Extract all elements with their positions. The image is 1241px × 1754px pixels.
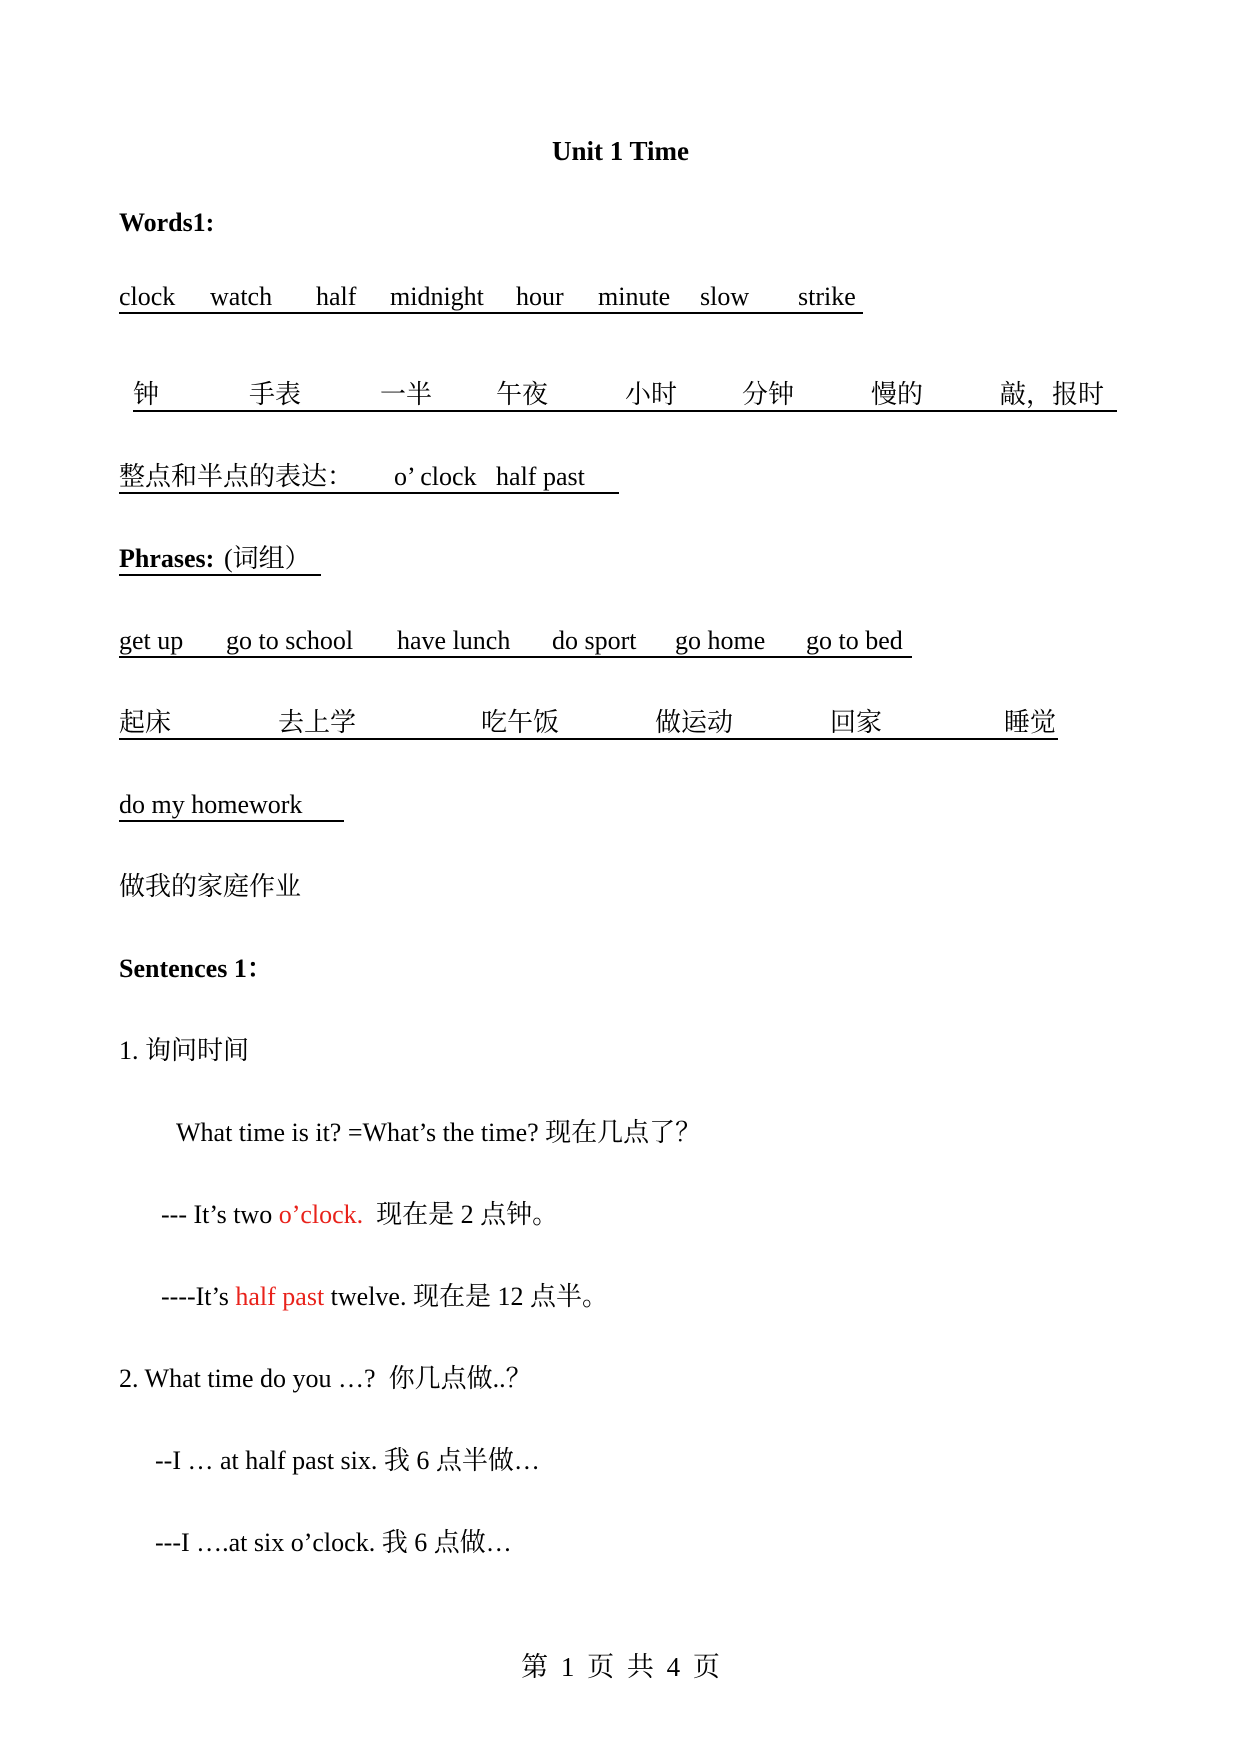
underline xyxy=(119,312,863,314)
words-heading: Words1: xyxy=(119,208,215,237)
word-english: midnight xyxy=(390,282,484,311)
phrase-english: go home xyxy=(675,626,766,655)
phrase-english: get up xyxy=(119,626,184,655)
answer-text: --- It’s two xyxy=(161,1200,279,1229)
answer-highlight: o’clock. xyxy=(278,1200,364,1229)
phrase-chinese-extra: 做我的家庭作业 xyxy=(119,872,302,901)
underline xyxy=(119,738,1058,740)
word-chinese: 钟 xyxy=(133,380,160,409)
sentence-item-2-answer-1: --I … at half past six. 我 6 点半做… xyxy=(155,1446,540,1475)
sentence-item-1-question: What time is it? =What’s the time? 现在几点了？ xyxy=(176,1118,702,1147)
word-chinese: 敲，报时 xyxy=(1000,380,1105,409)
phrases-heading-rest: (词组） xyxy=(224,544,311,573)
word-english: watch xyxy=(210,282,273,311)
phrase-chinese: 吃午饭 xyxy=(481,708,560,737)
sentences-heading: Sentences 1： xyxy=(119,954,273,983)
word-chinese: 小时 xyxy=(625,380,678,409)
phrases-chinese-row xyxy=(0,706,1241,746)
sentence-item-2-label: 2. What time do you …? 你几点做..？ xyxy=(119,1364,532,1393)
word-chinese: 分钟 xyxy=(742,380,795,409)
phrase-chinese: 睡觉 xyxy=(1004,708,1057,737)
page-footer: 第 1 页 共 4 页 xyxy=(521,1652,720,1682)
word-chinese: 慢的 xyxy=(871,380,924,409)
sentence-item-1-answer-2 xyxy=(161,1280,608,1314)
underline xyxy=(119,820,344,822)
phrase-chinese: 起床 xyxy=(119,708,172,737)
phrases-english-row xyxy=(0,624,1241,664)
word-english: hour xyxy=(516,282,564,311)
underline xyxy=(119,574,321,576)
answer-text: ----It’s xyxy=(161,1282,236,1311)
answer-text: 现在是 2 点钟。 xyxy=(363,1200,559,1229)
document-title: Unit 1 Time xyxy=(551,136,690,166)
sentence-item-2-answer-2: ---I ….at six o’clock. 我 6 点做… xyxy=(155,1528,512,1557)
phrase-english: go to bed xyxy=(806,626,903,655)
phrases-heading-bold: Phrases: xyxy=(119,544,215,573)
underline xyxy=(133,410,1117,412)
word-english: half xyxy=(316,282,357,311)
phrase-english: go to school xyxy=(226,626,354,655)
answer-text: twelve. 现在是 12 点半。 xyxy=(324,1282,608,1311)
word-chinese: 一半 xyxy=(380,380,433,409)
word-english: minute xyxy=(598,282,671,311)
underline xyxy=(119,492,619,494)
words-chinese-row xyxy=(0,378,1241,418)
words-english-row xyxy=(0,280,1241,320)
time-expressions: o’ clock half past xyxy=(394,462,585,491)
phrase-english-extra: do my homework xyxy=(119,790,303,819)
time-expressions-line xyxy=(0,460,1241,500)
phrase-chinese: 去上学 xyxy=(278,708,357,737)
homework-english-line xyxy=(0,788,1241,828)
phrase-chinese: 做运动 xyxy=(655,708,734,737)
sentence-item-1-answer-1 xyxy=(161,1198,558,1232)
word-english: clock xyxy=(119,282,176,311)
underline xyxy=(119,656,912,658)
phrase-english: do sport xyxy=(552,626,637,655)
time-expressions-label: 整点和半点的表达： xyxy=(119,462,354,491)
word-english: slow xyxy=(700,282,750,311)
phrases-heading xyxy=(0,542,1241,582)
word-chinese: 午夜 xyxy=(496,380,549,409)
phrase-chinese: 回家 xyxy=(830,708,883,737)
sentence-item-1-label: 1. 询问时间 xyxy=(119,1036,250,1065)
word-english: strike xyxy=(798,282,856,311)
answer-highlight: half past xyxy=(235,1282,325,1311)
phrase-english: have lunch xyxy=(397,626,511,655)
word-chinese: 手表 xyxy=(249,380,302,409)
